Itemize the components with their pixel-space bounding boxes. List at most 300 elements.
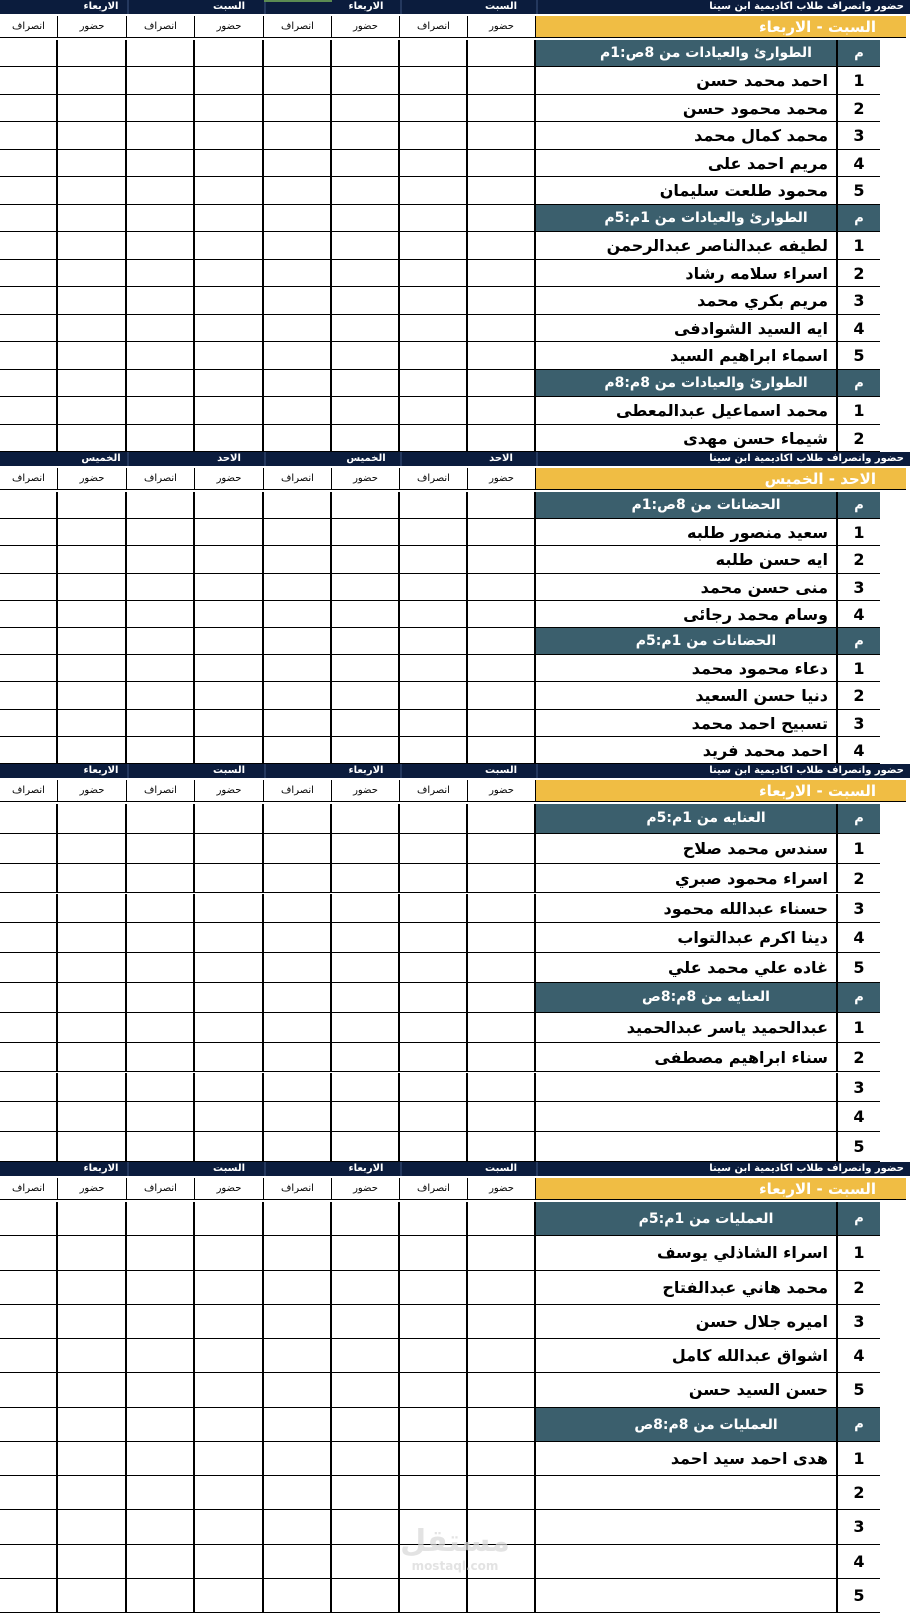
attendance-cell[interactable] [58, 40, 127, 67]
departure-cell[interactable] [127, 122, 195, 149]
departure-cell[interactable] [264, 232, 332, 259]
departure-cell[interactable] [127, 519, 195, 546]
attendance-cell[interactable] [468, 492, 536, 519]
attendance-cell[interactable] [195, 804, 264, 834]
attendance-cell[interactable] [195, 546, 264, 573]
attendance-cell[interactable] [195, 834, 264, 864]
departure-cell[interactable] [264, 1236, 332, 1270]
departure-cell[interactable] [400, 232, 468, 259]
departure-cell[interactable] [0, 342, 58, 369]
departure-cell[interactable] [400, 342, 468, 369]
departure-cell[interactable] [264, 40, 332, 67]
attendance-cell[interactable] [332, 894, 400, 924]
departure-cell[interactable] [0, 519, 58, 546]
attendance-cell[interactable] [195, 205, 264, 232]
attendance-cell[interactable] [58, 804, 127, 834]
attendance-cell[interactable] [58, 342, 127, 369]
departure-cell[interactable] [0, 40, 58, 67]
departure-cell[interactable] [0, 710, 58, 737]
departure-cell[interactable] [264, 287, 332, 314]
attendance-cell[interactable] [58, 1476, 127, 1510]
departure-cell[interactable] [0, 232, 58, 259]
attendance-cell[interactable] [58, 1102, 127, 1132]
departure-cell[interactable] [400, 737, 468, 764]
departure-cell[interactable] [400, 1236, 468, 1270]
attendance-cell[interactable] [468, 953, 536, 983]
departure-cell[interactable] [127, 342, 195, 369]
departure-cell[interactable] [400, 1073, 468, 1103]
departure-cell[interactable] [400, 1202, 468, 1236]
departure-cell[interactable] [264, 1339, 332, 1373]
departure-cell[interactable] [264, 923, 332, 953]
attendance-cell[interactable] [332, 1236, 400, 1270]
departure-cell[interactable] [400, 864, 468, 894]
departure-cell[interactable] [127, 628, 195, 655]
departure-cell[interactable] [0, 1271, 58, 1305]
attendance-cell[interactable] [332, 370, 400, 397]
departure-cell[interactable] [400, 122, 468, 149]
attendance-cell[interactable] [332, 287, 400, 314]
departure-cell[interactable] [264, 1579, 332, 1613]
attendance-cell[interactable] [195, 1073, 264, 1103]
attendance-cell[interactable] [468, 67, 536, 94]
attendance-cell[interactable] [468, 150, 536, 177]
attendance-cell[interactable] [468, 1013, 536, 1043]
attendance-cell[interactable] [468, 315, 536, 342]
departure-cell[interactable] [0, 834, 58, 864]
departure-cell[interactable] [400, 983, 468, 1013]
attendance-cell[interactable] [195, 1202, 264, 1236]
attendance-cell[interactable] [195, 864, 264, 894]
departure-cell[interactable] [127, 397, 195, 424]
attendance-cell[interactable] [58, 737, 127, 764]
departure-cell[interactable] [0, 1373, 58, 1407]
departure-cell[interactable] [127, 655, 195, 682]
departure-cell[interactable] [0, 425, 58, 452]
attendance-cell[interactable] [58, 1132, 127, 1162]
departure-cell[interactable] [127, 737, 195, 764]
departure-cell[interactable] [264, 67, 332, 94]
attendance-cell[interactable] [332, 1545, 400, 1579]
attendance-cell[interactable] [468, 834, 536, 864]
departure-cell[interactable] [400, 40, 468, 67]
departure-cell[interactable] [264, 546, 332, 573]
departure-cell[interactable] [127, 574, 195, 601]
attendance-cell[interactable] [332, 1132, 400, 1162]
attendance-cell[interactable] [195, 40, 264, 67]
departure-cell[interactable] [264, 425, 332, 452]
departure-cell[interactable] [0, 601, 58, 628]
attendance-cell[interactable] [468, 177, 536, 204]
attendance-cell[interactable] [195, 1408, 264, 1442]
departure-cell[interactable] [400, 1476, 468, 1510]
departure-cell[interactable] [127, 710, 195, 737]
departure-cell[interactable] [127, 804, 195, 834]
attendance-cell[interactable] [468, 1442, 536, 1476]
attendance-cell[interactable] [58, 894, 127, 924]
attendance-cell[interactable] [195, 1305, 264, 1339]
departure-cell[interactable] [127, 205, 195, 232]
attendance-cell[interactable] [58, 574, 127, 601]
departure-cell[interactable] [127, 232, 195, 259]
attendance-cell[interactable] [468, 655, 536, 682]
departure-cell[interactable] [0, 1476, 58, 1510]
departure-cell[interactable] [264, 574, 332, 601]
attendance-cell[interactable] [195, 122, 264, 149]
attendance-cell[interactable] [58, 1442, 127, 1476]
attendance-cell[interactable] [332, 1202, 400, 1236]
attendance-cell[interactable] [195, 1339, 264, 1373]
departure-cell[interactable] [400, 1408, 468, 1442]
departure-cell[interactable] [264, 804, 332, 834]
attendance-cell[interactable] [58, 864, 127, 894]
departure-cell[interactable] [0, 1202, 58, 1236]
departure-cell[interactable] [127, 425, 195, 452]
attendance-cell[interactable] [468, 232, 536, 259]
departure-cell[interactable] [127, 1545, 195, 1579]
attendance-cell[interactable] [468, 1373, 536, 1407]
departure-cell[interactable] [0, 95, 58, 122]
attendance-cell[interactable] [195, 1545, 264, 1579]
departure-cell[interactable] [400, 260, 468, 287]
departure-cell[interactable] [400, 519, 468, 546]
attendance-cell[interactable] [195, 492, 264, 519]
attendance-cell[interactable] [195, 370, 264, 397]
departure-cell[interactable] [264, 1408, 332, 1442]
attendance-cell[interactable] [58, 1236, 127, 1270]
attendance-cell[interactable] [468, 804, 536, 834]
departure-cell[interactable] [0, 953, 58, 983]
departure-cell[interactable] [0, 1043, 58, 1073]
departure-cell[interactable] [400, 682, 468, 709]
attendance-cell[interactable] [468, 287, 536, 314]
attendance-cell[interactable] [58, 1043, 127, 1073]
attendance-cell[interactable] [58, 1073, 127, 1103]
departure-cell[interactable] [264, 628, 332, 655]
attendance-cell[interactable] [468, 425, 536, 452]
attendance-cell[interactable] [332, 177, 400, 204]
attendance-cell[interactable] [195, 655, 264, 682]
departure-cell[interactable] [0, 1408, 58, 1442]
departure-cell[interactable] [127, 923, 195, 953]
attendance-cell[interactable] [195, 923, 264, 953]
attendance-cell[interactable] [332, 1579, 400, 1613]
attendance-cell[interactable] [195, 1510, 264, 1544]
departure-cell[interactable] [400, 1339, 468, 1373]
attendance-cell[interactable] [195, 177, 264, 204]
departure-cell[interactable] [264, 710, 332, 737]
attendance-cell[interactable] [58, 601, 127, 628]
attendance-cell[interactable] [58, 519, 127, 546]
departure-cell[interactable] [264, 1271, 332, 1305]
departure-cell[interactable] [400, 67, 468, 94]
attendance-cell[interactable] [58, 953, 127, 983]
attendance-cell[interactable] [468, 710, 536, 737]
attendance-cell[interactable] [468, 95, 536, 122]
departure-cell[interactable] [127, 1408, 195, 1442]
attendance-cell[interactable] [468, 205, 536, 232]
attendance-cell[interactable] [58, 983, 127, 1013]
attendance-cell[interactable] [332, 655, 400, 682]
departure-cell[interactable] [127, 260, 195, 287]
attendance-cell[interactable] [332, 1373, 400, 1407]
attendance-cell[interactable] [58, 397, 127, 424]
attendance-cell[interactable] [332, 864, 400, 894]
attendance-cell[interactable] [468, 1132, 536, 1162]
departure-cell[interactable] [127, 1043, 195, 1073]
departure-cell[interactable] [400, 1442, 468, 1476]
attendance-cell[interactable] [58, 67, 127, 94]
attendance-cell[interactable] [195, 628, 264, 655]
departure-cell[interactable] [0, 864, 58, 894]
departure-cell[interactable] [127, 1373, 195, 1407]
attendance-cell[interactable] [58, 1305, 127, 1339]
attendance-cell[interactable] [58, 232, 127, 259]
departure-cell[interactable] [127, 370, 195, 397]
departure-cell[interactable] [127, 1013, 195, 1043]
attendance-cell[interactable] [468, 628, 536, 655]
attendance-cell[interactable] [58, 1579, 127, 1613]
departure-cell[interactable] [264, 177, 332, 204]
attendance-cell[interactable] [195, 1442, 264, 1476]
attendance-cell[interactable] [58, 834, 127, 864]
departure-cell[interactable] [400, 1373, 468, 1407]
departure-cell[interactable] [264, 492, 332, 519]
departure-cell[interactable] [127, 864, 195, 894]
attendance-cell[interactable] [58, 1339, 127, 1373]
attendance-cell[interactable] [58, 1510, 127, 1544]
departure-cell[interactable] [0, 1236, 58, 1270]
departure-cell[interactable] [127, 1132, 195, 1162]
attendance-cell[interactable] [195, 95, 264, 122]
attendance-cell[interactable] [195, 1043, 264, 1073]
departure-cell[interactable] [0, 1132, 58, 1162]
departure-cell[interactable] [0, 737, 58, 764]
attendance-cell[interactable] [195, 425, 264, 452]
departure-cell[interactable] [0, 260, 58, 287]
attendance-cell[interactable] [332, 601, 400, 628]
attendance-cell[interactable] [332, 519, 400, 546]
departure-cell[interactable] [264, 1442, 332, 1476]
attendance-cell[interactable] [332, 205, 400, 232]
departure-cell[interactable] [400, 1013, 468, 1043]
departure-cell[interactable] [264, 205, 332, 232]
departure-cell[interactable] [127, 315, 195, 342]
departure-cell[interactable] [0, 492, 58, 519]
departure-cell[interactable] [400, 425, 468, 452]
departure-cell[interactable] [264, 1510, 332, 1544]
attendance-cell[interactable] [468, 737, 536, 764]
attendance-cell[interactable] [332, 67, 400, 94]
attendance-cell[interactable] [332, 1476, 400, 1510]
departure-cell[interactable] [264, 1202, 332, 1236]
attendance-cell[interactable] [195, 260, 264, 287]
departure-cell[interactable] [400, 1132, 468, 1162]
attendance-cell[interactable] [468, 1408, 536, 1442]
departure-cell[interactable] [264, 1073, 332, 1103]
departure-cell[interactable] [400, 370, 468, 397]
departure-cell[interactable] [264, 1132, 332, 1162]
attendance-cell[interactable] [468, 1073, 536, 1103]
attendance-cell[interactable] [332, 1073, 400, 1103]
attendance-cell[interactable] [332, 1339, 400, 1373]
departure-cell[interactable] [127, 682, 195, 709]
departure-cell[interactable] [400, 655, 468, 682]
attendance-cell[interactable] [332, 315, 400, 342]
departure-cell[interactable] [127, 1579, 195, 1613]
attendance-cell[interactable] [332, 122, 400, 149]
attendance-cell[interactable] [332, 1043, 400, 1073]
attendance-cell[interactable] [332, 953, 400, 983]
departure-cell[interactable] [127, 1510, 195, 1544]
attendance-cell[interactable] [58, 1271, 127, 1305]
attendance-cell[interactable] [195, 983, 264, 1013]
departure-cell[interactable] [0, 67, 58, 94]
attendance-cell[interactable] [332, 232, 400, 259]
attendance-cell[interactable] [468, 40, 536, 67]
attendance-cell[interactable] [58, 710, 127, 737]
departure-cell[interactable] [400, 574, 468, 601]
attendance-cell[interactable] [332, 1271, 400, 1305]
departure-cell[interactable] [0, 1579, 58, 1613]
departure-cell[interactable] [400, 1305, 468, 1339]
departure-cell[interactable] [127, 150, 195, 177]
attendance-cell[interactable] [468, 864, 536, 894]
departure-cell[interactable] [127, 1339, 195, 1373]
departure-cell[interactable] [0, 655, 58, 682]
attendance-cell[interactable] [195, 150, 264, 177]
departure-cell[interactable] [400, 397, 468, 424]
attendance-cell[interactable] [58, 1202, 127, 1236]
departure-cell[interactable] [264, 864, 332, 894]
departure-cell[interactable] [127, 287, 195, 314]
attendance-cell[interactable] [195, 601, 264, 628]
attendance-cell[interactable] [332, 546, 400, 573]
attendance-cell[interactable] [58, 260, 127, 287]
attendance-cell[interactable] [332, 574, 400, 601]
attendance-cell[interactable] [468, 894, 536, 924]
attendance-cell[interactable] [332, 1013, 400, 1043]
departure-cell[interactable] [0, 628, 58, 655]
departure-cell[interactable] [127, 1202, 195, 1236]
attendance-cell[interactable] [332, 492, 400, 519]
departure-cell[interactable] [127, 1442, 195, 1476]
departure-cell[interactable] [264, 260, 332, 287]
attendance-cell[interactable] [58, 287, 127, 314]
departure-cell[interactable] [0, 1305, 58, 1339]
departure-cell[interactable] [264, 953, 332, 983]
attendance-cell[interactable] [58, 923, 127, 953]
departure-cell[interactable] [264, 983, 332, 1013]
departure-cell[interactable] [0, 546, 58, 573]
departure-cell[interactable] [127, 492, 195, 519]
departure-cell[interactable] [400, 287, 468, 314]
departure-cell[interactable] [264, 1305, 332, 1339]
attendance-cell[interactable] [332, 1408, 400, 1442]
attendance-cell[interactable] [468, 1339, 536, 1373]
attendance-cell[interactable] [468, 1202, 536, 1236]
departure-cell[interactable] [0, 150, 58, 177]
departure-cell[interactable] [400, 177, 468, 204]
departure-cell[interactable] [0, 397, 58, 424]
attendance-cell[interactable] [332, 1102, 400, 1132]
attendance-cell[interactable] [332, 342, 400, 369]
attendance-cell[interactable] [332, 682, 400, 709]
attendance-cell[interactable] [468, 342, 536, 369]
attendance-cell[interactable] [332, 40, 400, 67]
attendance-cell[interactable] [195, 1236, 264, 1270]
attendance-cell[interactable] [58, 150, 127, 177]
departure-cell[interactable] [264, 894, 332, 924]
departure-cell[interactable] [400, 1102, 468, 1132]
attendance-cell[interactable] [195, 737, 264, 764]
departure-cell[interactable] [264, 1476, 332, 1510]
attendance-cell[interactable] [58, 1545, 127, 1579]
departure-cell[interactable] [127, 546, 195, 573]
departure-cell[interactable] [0, 1013, 58, 1043]
attendance-cell[interactable] [195, 397, 264, 424]
attendance-cell[interactable] [468, 519, 536, 546]
attendance-cell[interactable] [58, 315, 127, 342]
attendance-cell[interactable] [195, 1271, 264, 1305]
departure-cell[interactable] [0, 804, 58, 834]
departure-cell[interactable] [0, 370, 58, 397]
attendance-cell[interactable] [195, 315, 264, 342]
departure-cell[interactable] [0, 682, 58, 709]
attendance-cell[interactable] [468, 1305, 536, 1339]
departure-cell[interactable] [0, 1073, 58, 1103]
departure-cell[interactable] [400, 601, 468, 628]
attendance-cell[interactable] [468, 1476, 536, 1510]
departure-cell[interactable] [127, 67, 195, 94]
departure-cell[interactable] [264, 397, 332, 424]
attendance-cell[interactable] [58, 1013, 127, 1043]
attendance-cell[interactable] [468, 397, 536, 424]
departure-cell[interactable] [264, 1373, 332, 1407]
attendance-cell[interactable] [58, 1373, 127, 1407]
departure-cell[interactable] [264, 1545, 332, 1579]
attendance-cell[interactable] [195, 519, 264, 546]
departure-cell[interactable] [127, 953, 195, 983]
departure-cell[interactable] [264, 737, 332, 764]
attendance-cell[interactable] [58, 370, 127, 397]
attendance-cell[interactable] [58, 177, 127, 204]
attendance-cell[interactable] [332, 1305, 400, 1339]
departure-cell[interactable] [264, 1013, 332, 1043]
departure-cell[interactable] [127, 1073, 195, 1103]
attendance-cell[interactable] [195, 894, 264, 924]
departure-cell[interactable] [400, 834, 468, 864]
attendance-cell[interactable] [332, 834, 400, 864]
attendance-cell[interactable] [332, 150, 400, 177]
attendance-cell[interactable] [195, 1013, 264, 1043]
attendance-cell[interactable] [58, 425, 127, 452]
attendance-cell[interactable] [332, 628, 400, 655]
departure-cell[interactable] [0, 1442, 58, 1476]
departure-cell[interactable] [400, 804, 468, 834]
departure-cell[interactable] [127, 1236, 195, 1270]
departure-cell[interactable] [127, 834, 195, 864]
attendance-cell[interactable] [195, 232, 264, 259]
departure-cell[interactable] [400, 894, 468, 924]
attendance-cell[interactable] [468, 1271, 536, 1305]
attendance-cell[interactable] [468, 1236, 536, 1270]
departure-cell[interactable] [0, 894, 58, 924]
attendance-cell[interactable] [468, 122, 536, 149]
attendance-cell[interactable] [332, 95, 400, 122]
attendance-cell[interactable] [58, 655, 127, 682]
attendance-cell[interactable] [195, 342, 264, 369]
